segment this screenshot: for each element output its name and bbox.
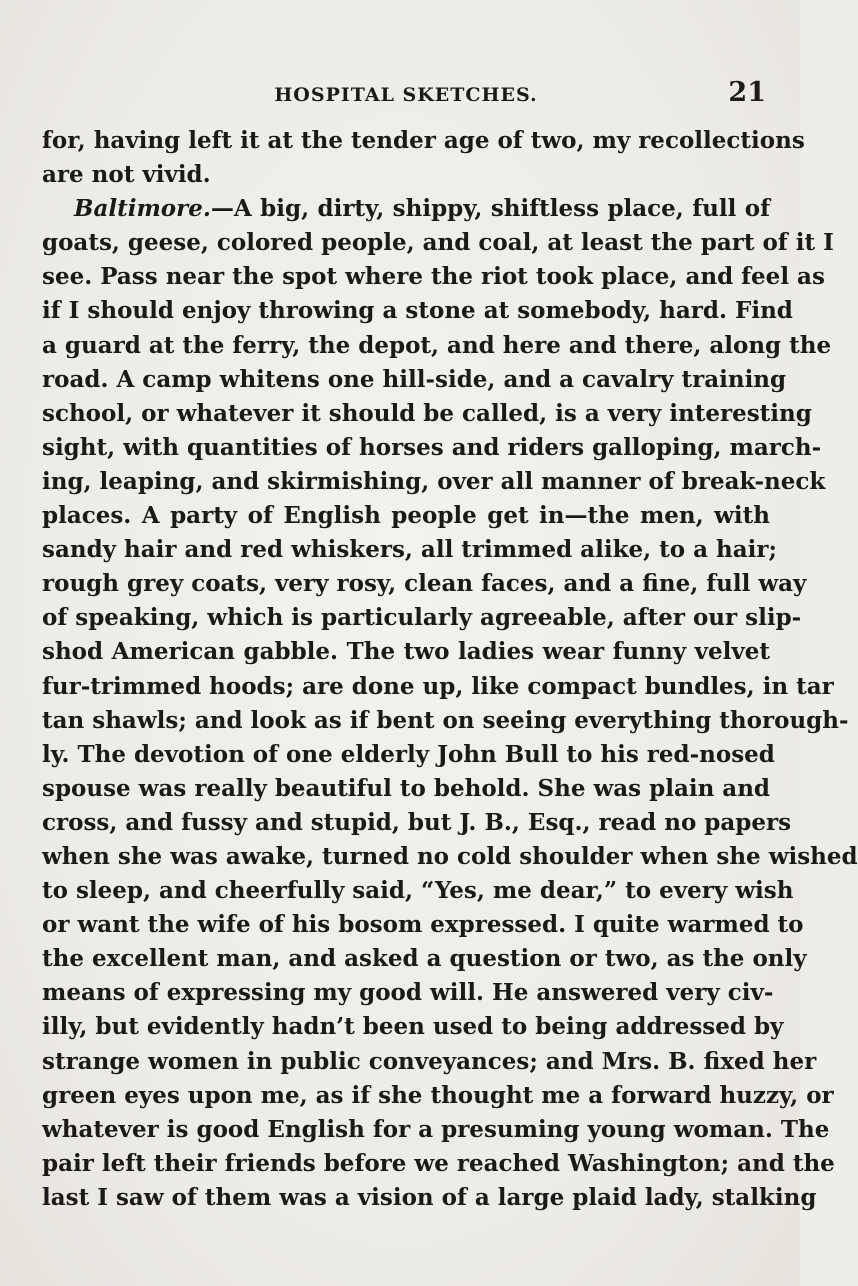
text-line: or want the wife of his bosom expressed. I quite warmed to (42, 911, 804, 939)
text-line: for, having left it at the tender age of two, my recollections (42, 127, 805, 154)
body-text (42, 124, 858, 1215)
text-line: tan shawls; and look as if bent on seeing everything thorough- (42, 706, 849, 734)
text-line: are not vivid. (42, 161, 211, 189)
text-line: goats, geese, colored people, and coal, at least the part of it I (42, 229, 834, 257)
page-header (42, 77, 770, 110)
text-line: fur-trimmed hoods; are done up, like compact bundles, in tar (42, 672, 834, 700)
text-line: of speaking, which is particularly agreeable, after our slip- (42, 604, 802, 632)
text-line: ing, leaping, and skirmishing, over all manner of break-neck (42, 467, 826, 495)
text-line: a guard at the ferry, the depot, and here and there, along the (42, 331, 832, 359)
text-line: rough grey coats, very rosy, clean faces, and a fine, full way (42, 570, 807, 598)
text-line: places. A party of English people get in—the men, with (42, 502, 770, 530)
text-line: last I saw of them was a vision of a large plaid lady, stalking (42, 1183, 817, 1211)
text-line: illy, but evidently hadn’t been used to being addressed by (42, 1013, 784, 1041)
text-line: see. Pass near the spot where the riot took place, and feel as (42, 263, 825, 291)
text-line: ly. The devotion of one elderly John Bull to his red-nosed (42, 740, 775, 768)
text-line: cross, and fussy and stupid, but J. B., Esq., read no papers (42, 808, 792, 836)
text-line: to sleep, and cheerfully said, “Yes, me dear,” to every wish (42, 877, 794, 905)
text-line: when she was awake, turned no cold shoulder when she wished (42, 842, 858, 870)
text-line: whatever is good English for a presuming young woman. The (42, 1115, 830, 1143)
text-line-segment: —A big, dirty, shippy, shiftless place, full of (210, 195, 770, 223)
page-number: 21 (728, 77, 766, 108)
text-line: if I should enjoy throwing a stone at somebody, hard. Find (42, 297, 793, 325)
section-heading-baltimore: Baltimore. (74, 195, 211, 223)
text-line: school, or whatever it should be called, is a very interesting (42, 399, 812, 427)
text-line: road. A camp whitens one hill-side, and a cavalry training (42, 365, 787, 393)
text-line: means of expressing my good will. He answered very civ- (42, 979, 774, 1007)
text-line: shod American gabble. The two ladies wear funny velvet (42, 638, 770, 666)
text-line: the excellent man, and asked a question or two, as the only (42, 945, 807, 973)
text-line: sight, with quantities of horses and riders galloping, march- (42, 433, 822, 461)
text-line: sandy hair and red whiskers, all trimmed alike, to a hair; (42, 536, 778, 564)
text-line: spouse was really beautiful to behold. She was plain and (42, 774, 771, 802)
text-line: strange women in public conveyances; and Mrs. B. fixed her (42, 1047, 817, 1075)
running-title: HOSPITAL SKETCHES. (274, 84, 538, 106)
text-line: pair left their friends before we reached Washington; and the (42, 1149, 835, 1177)
text-line: green eyes upon me, as if she thought me a forward huzzy, or (42, 1081, 834, 1109)
text-line (42, 192, 770, 226)
